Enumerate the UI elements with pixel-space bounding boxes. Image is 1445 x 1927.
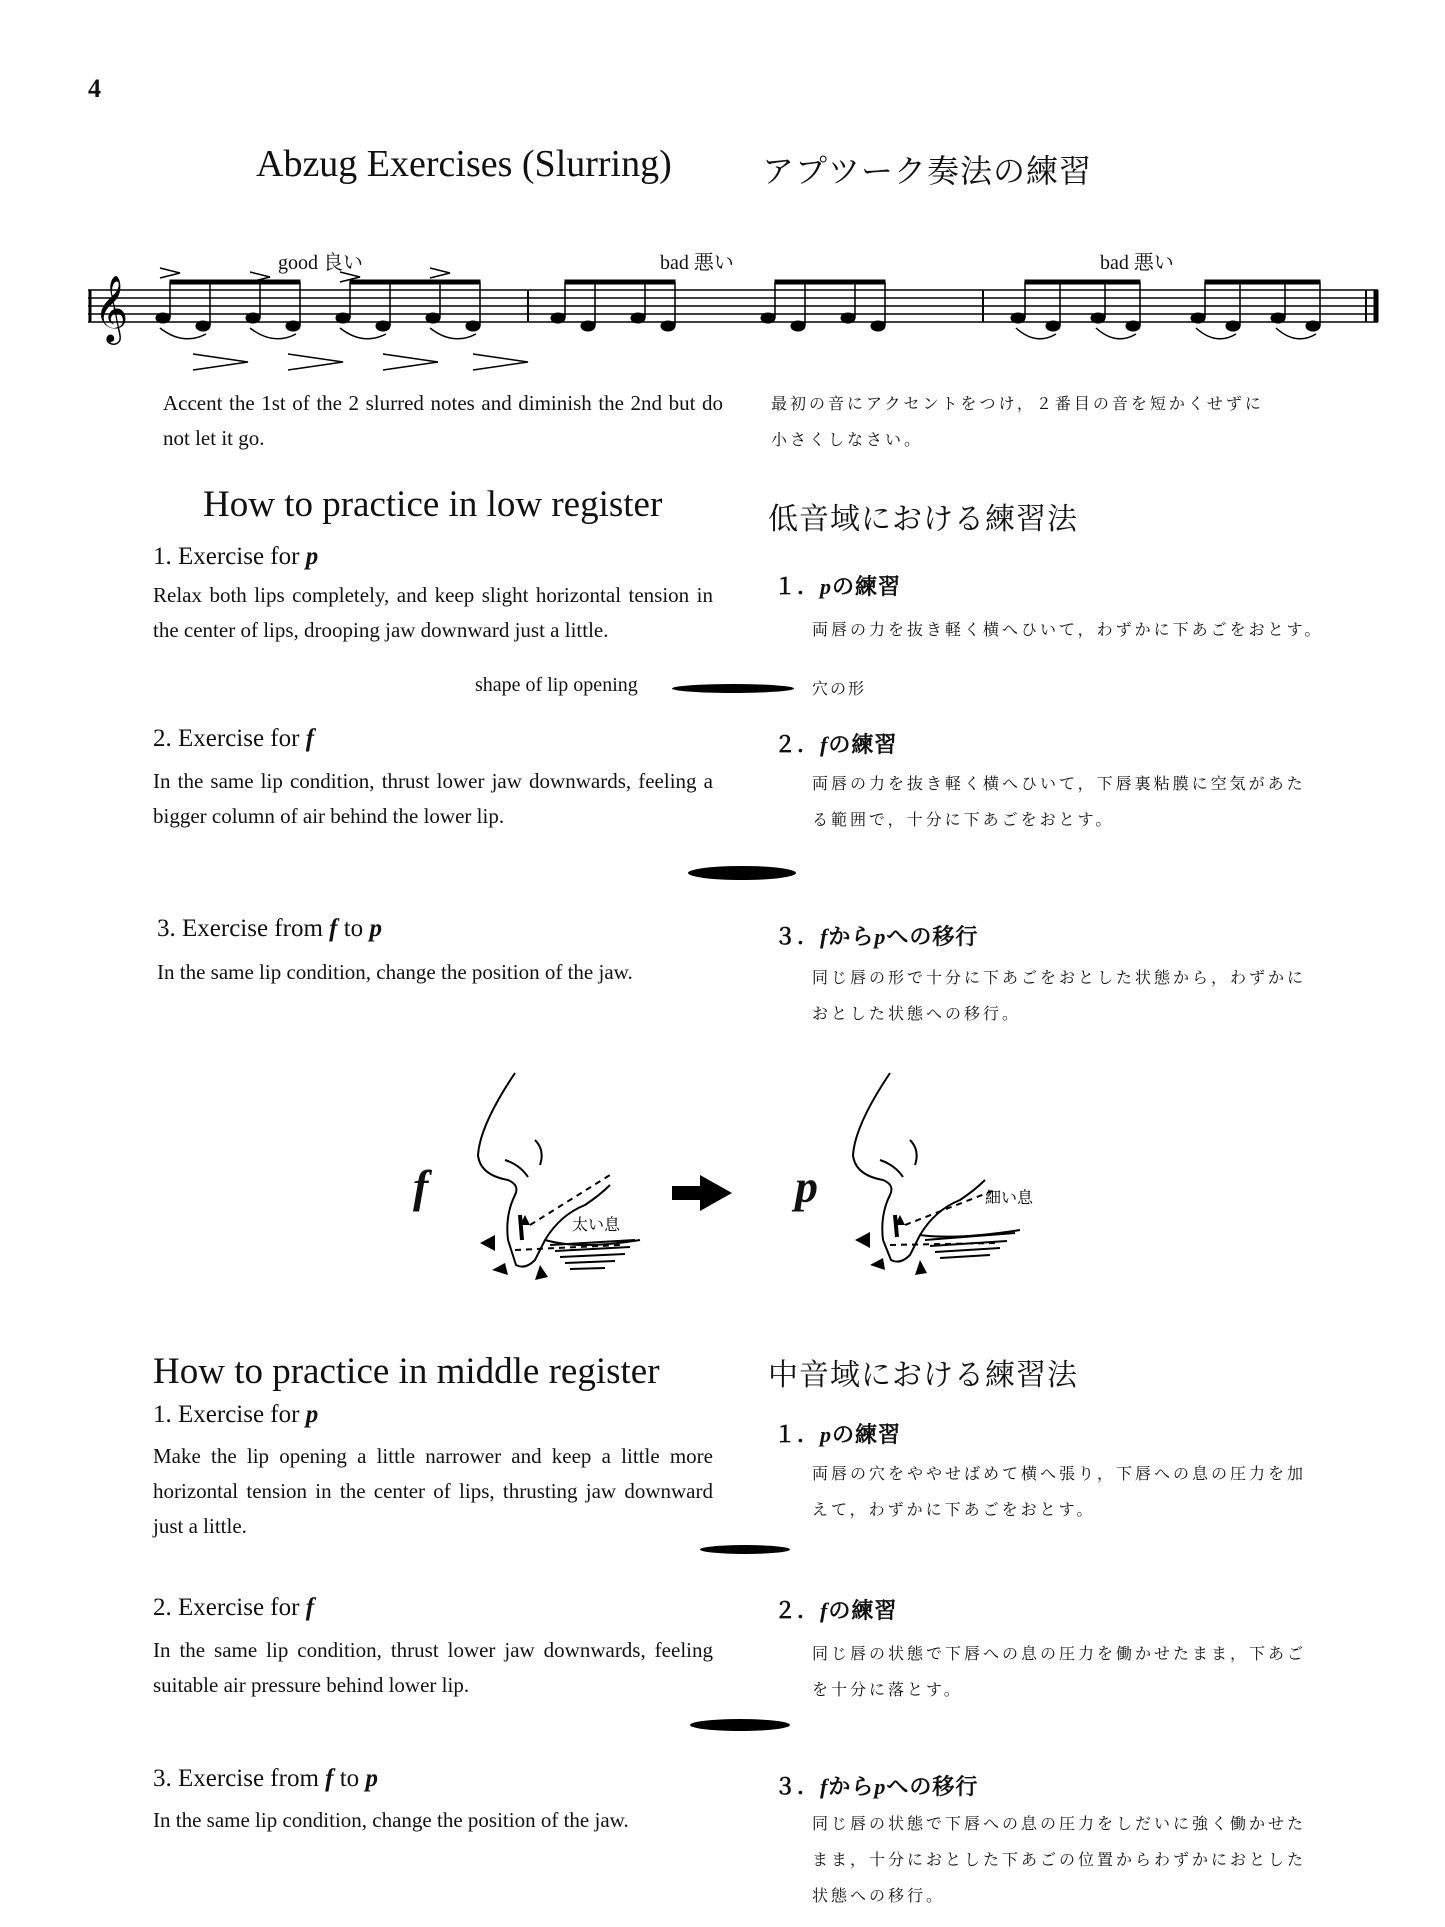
lip-shape-label: shape of lip opening [475,674,638,696]
low-ex1-body-jp: 両唇の力を抜き軽く横へひいて，わずかに下あごをおとす。 [812,620,1324,639]
low-ex2-body: In the same lip condition, thrust lower jaw downwards, feeling a bigger column of air behind the lower lip. [153,769,713,828]
low-ex1-body: Relax both lips completely, and keep slight horizontal tension in the center of lips, drooping jaw downward just a little. [153,583,713,642]
middle-ex1-body-jp-1: 両唇の穴をややせばめて横へ張り，下唇への息の圧力を加 [812,1464,1307,1483]
abzug-note-en: Accent the 1st of the 2 slurred notes and diminish the 2nd but do not let it go. [163,391,723,450]
middle-ex3-body-jp-3: 状態への移行。 [812,1886,946,1905]
low-ex3-title-jp: ３．fからpへの移行 [774,924,979,950]
lip-opening-shape-mid-f [690,1719,790,1731]
abzug-note-jp-1: 最初の音にアクセントをつけ，２番目の音を短かくせずに [771,394,1264,413]
middle-ex1-title-jp: １．pの練習 [774,1422,902,1448]
face-profile-p [835,1065,1050,1305]
low-ex3-body-jp-1: 同じ唇の形で十分に下あごをおとした状態から，わずかに [812,968,1307,987]
low-ex2-title-jp: ２．fの練習 [774,732,898,758]
low-ex1-title-jp: １．pの練習 [774,574,902,600]
middle-ex3-body-jp-2: まま，十分におとした下あごの位置からわずかにおとした [812,1850,1307,1869]
lip-opening-shape-low-p [672,684,794,693]
middle-ex1-title: 1. Exercise for p [153,1401,319,1428]
figure-dynamic-f: f [413,1161,429,1212]
label-good: good 良い [278,252,363,274]
label-bad-1: bad 悪い [660,252,734,274]
lip-shape-label-jp: 穴の形 [812,679,867,698]
abzug-note-jp-2: 小さくしなさい。 [771,430,924,449]
page-number: 4 [88,74,101,103]
middle-ex2-title: 2. Exercise for f [153,1594,315,1621]
low-ex2-body-jp-2: る範囲で，十分に下あごをおとす。 [812,810,1115,829]
transition-arrow-icon [700,1175,732,1211]
middle-ex2-body-jp-2: を十分に落とす。 [812,1680,963,1699]
middle-ex1-body-jp-2: えて，わずかに下あごをおとす。 [812,1500,1096,1519]
middle-ex3-title-jp: ３．fからpへの移行 [774,1774,979,1800]
lip-opening-shape-low-f [688,866,796,880]
low-ex2-title: 2. Exercise for f [153,725,315,752]
middle-ex3-title: 3. Exercise from f to p [153,1765,378,1792]
middle-register-heading: How to practice in middle register [153,1351,660,1392]
label-bad-2: bad 悪い [1100,252,1174,274]
treble-clef-icon: 𝄞 [94,274,129,342]
page-title: Abzug Exercises (Slurring) [256,143,672,185]
lip-opening-shape-mid-p [700,1545,790,1554]
breath-thin-label: 細い息 [985,1188,1034,1207]
middle-ex2-title-jp: ２．fの練習 [774,1598,898,1624]
middle-ex3-body-jp-1: 同じ唇の状態で下唇への息の圧力をしだいに強く働かせた [812,1814,1307,1833]
breath-thick-label: 太い息 [572,1215,621,1234]
low-ex3-body-jp-2: おとした状態への移行。 [812,1004,1022,1023]
low-ex1-title: 1. Exercise for p [153,543,319,570]
middle-ex2-body: In the same lip condition, thrust lower jaw downwards, feeling suitable air pressure behind lower lip. [153,1638,713,1697]
low-ex3-title: 3. Exercise from f to p [157,915,382,942]
low-register-heading-jp: 低音域における練習法 [768,502,1078,537]
middle-ex1-body: Make the lip opening a little narrower and keep a little more horizontal tension in the center of lips, thrusting jaw downward just a little. [153,1444,713,1538]
face-profile-f [460,1065,675,1305]
low-ex2-body-jp-1: 両唇の力を抜き軽く横へひいて，下唇裏粘膜に空気があた [812,774,1306,793]
music-staff [88,260,1388,380]
low-register-heading: How to practice in low register [203,484,663,525]
figure-dynamic-p: p [795,1161,818,1212]
middle-ex2-body-jp-1: 同じ唇の状態で下唇への息の圧力を働かせたまま，下あご [812,1644,1307,1663]
page-title-jp: アプツーク奏法の練習 [762,152,1093,190]
low-ex3-body: In the same lip condition, change the position of the jaw. [157,960,633,984]
middle-register-heading-jp: 中音域における練習法 [768,1358,1078,1393]
middle-ex3-body: In the same lip condition, change the position of the jaw. [153,1808,629,1832]
transition-arrow-shaft [672,1186,702,1200]
